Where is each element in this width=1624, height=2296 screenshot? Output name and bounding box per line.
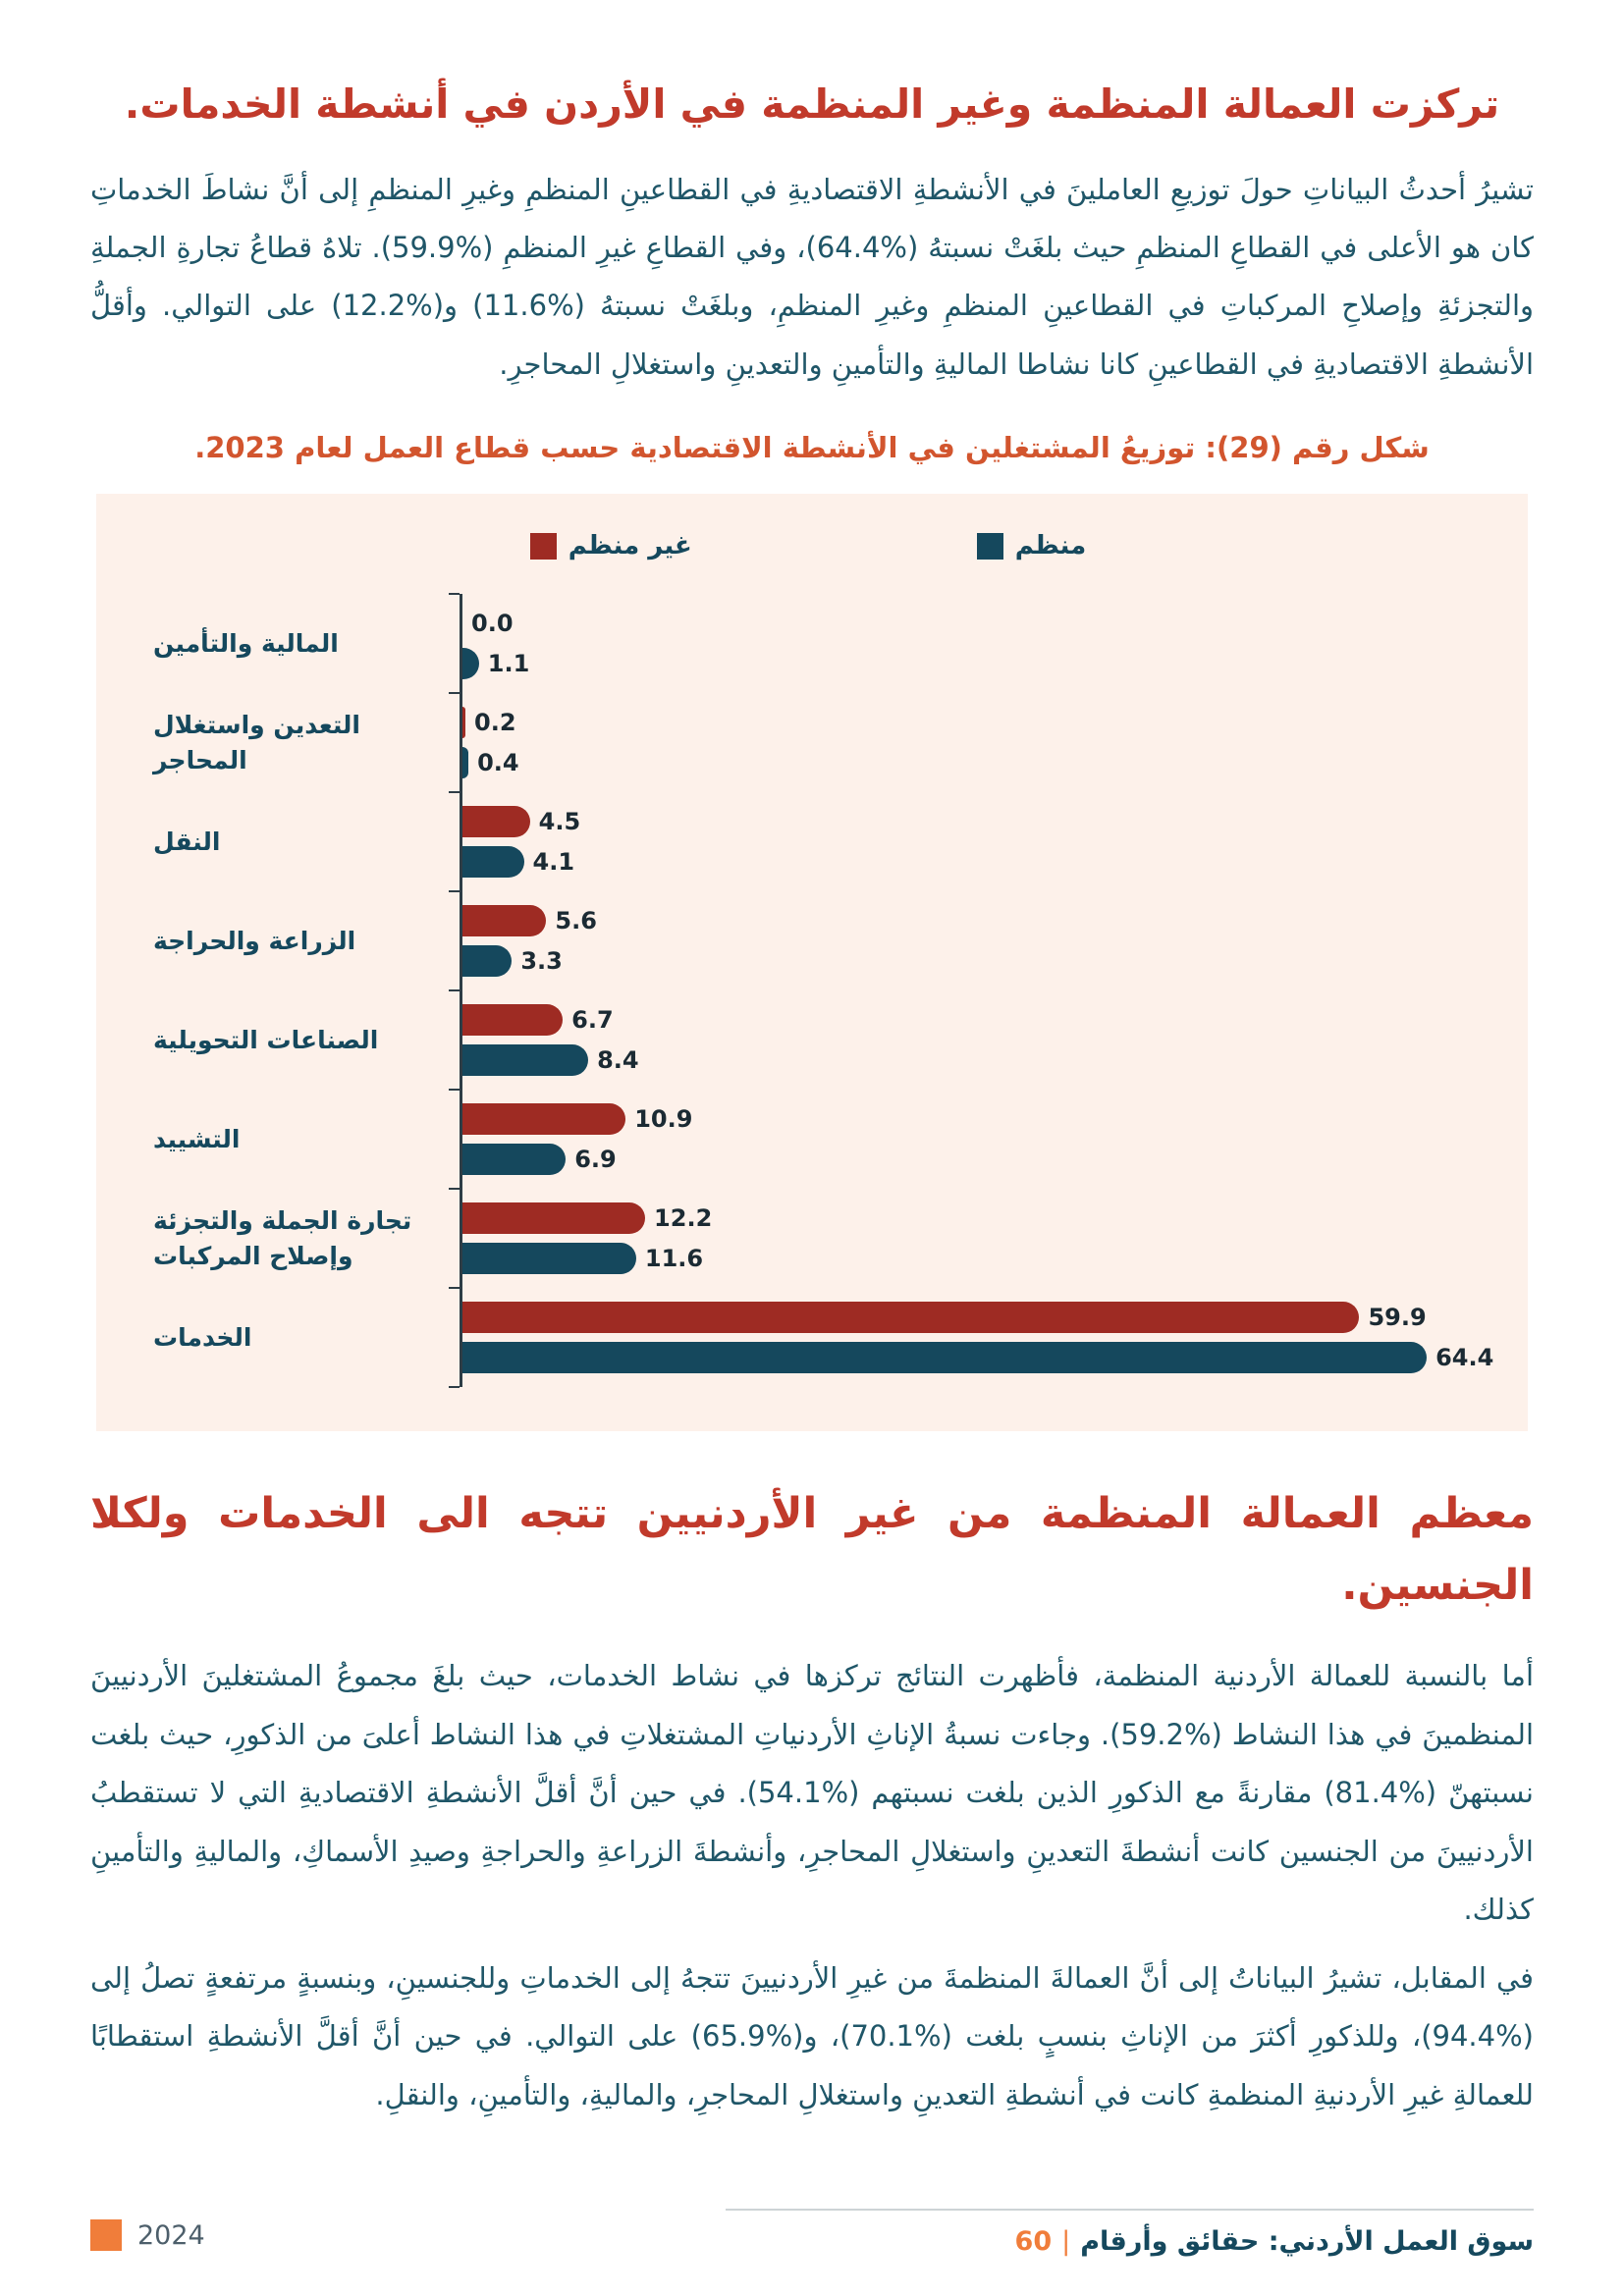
bar-chart <box>96 494 1528 1431</box>
bar-informal <box>462 1103 625 1135</box>
bar-value: 8.4 <box>597 1046 639 1075</box>
category-label: التشييد <box>153 1124 241 1153</box>
bar-value: 6.7 <box>571 1006 614 1035</box>
bar-value: 6.9 <box>574 1146 617 1174</box>
chart-category-group <box>135 1090 1481 1189</box>
bar-value: 11.6 <box>644 1245 704 1273</box>
page-title: تركزت العمالة المنظمة وغير المنظمة في الأردن في أنشطة الخدمات. <box>124 80 1500 128</box>
category-bars <box>460 594 1481 693</box>
bar-value: 5.6 <box>555 907 597 935</box>
section2-paragraph-1: أما بالنسبة للعمالة الأردنية المنظمة، فأظهرت النتائج تركزها في نشاط الخدمات، حيث بلغَ مجموعُ المشتغلينَ الأردنيينَ المنظمينَ في هذا النشاط (%59.2). وجاءت نسبةُ الإناثِ الأردنياتِ المشتغلاتِ في هذا النشاط أعلىَ من الذكورِ، حيث بلغت نسبتهنّ (%81.4) مقارنةً مع الذكورِ الذين بلغت نسبتهم (%54.1). في حين أنَّ أقلَّ الأنشطةِ الاقتصاديةِ التي لا تستقطبُ الأردنيينَ من الجنسين كانت أنشطةَ التعدينِ واستغلالِ المحاجرِ، وأنشطةَ الزراعةِ والحراجةِ وصيدِ الأسماكِ، والماليةِ والتأمينِ كذلك. <box>90 1659 1534 1927</box>
bar-value: 12.2 <box>654 1204 713 1233</box>
bar-row-formal <box>462 945 1481 977</box>
category-bars <box>460 1090 1481 1189</box>
chart-category-group <box>135 594 1481 693</box>
footer-report-title: سوق العمل الأردني: حقائق وأرقام <box>1080 2226 1534 2257</box>
bar-formal <box>462 648 479 679</box>
bar-formal <box>462 1144 566 1175</box>
section2-title: معظم العمالة المنظمة من غير الأردنيين تتجه الى الخدمات ولكلا الجنسين. <box>90 1489 1534 1611</box>
bar-formal <box>462 747 468 778</box>
category-label: الخدمات <box>153 1322 252 1352</box>
intro-paragraph: تشيرُ أحدثُ البياناتِ حولَ توزيعِ العاملينَ في الأنشطةِ الاقتصاديةِ في القطاعينِ المنظمِ وغيرِ المنظمِ إلى أنَّ نشاطَ الخدماتِ كان هو الأعلى في القطاعِ المنظمِ حيث بلغَتْ نسبتهُ (%64.4)، وفي القطاعِ غيرِ المنظمِ (%59.9). تلاهُ قطاعُ تجارةِ الجملةِ والتجزئةِ وإصلاحِ المركباتِ في القطاعينِ المنظمِ وغيرِ المنظمِ، وبلغَتْ نسبتهُ (%11.6) و(%12.2) على التوالي. وأقلُّ الأنشطةِ الاقتصاديةِ في القطاعينِ كانا نشاطا الماليةِ والتأمينِ والتعدينِ واستغلالِ المحاجرِ. <box>90 172 1535 381</box>
category-bars <box>460 1189 1481 1288</box>
bar-row-formal <box>462 747 1481 778</box>
category-bars <box>460 792 1481 891</box>
category-bars <box>460 990 1481 1090</box>
footer-separator: | <box>1061 2226 1071 2257</box>
bar-row-formal <box>462 1342 1494 1373</box>
chart-category-group <box>135 693 1481 792</box>
bar-row-formal <box>462 1144 1481 1175</box>
bar-value: 4.1 <box>532 848 575 877</box>
bar-value: 64.4 <box>1435 1344 1494 1372</box>
category-label: المالية والتأمين <box>153 628 339 658</box>
category-label: التعدين واستغلال المحاجر <box>153 710 360 774</box>
bar-formal <box>462 1243 636 1274</box>
bar-formal <box>462 846 524 878</box>
category-bars <box>460 1288 1494 1387</box>
category-bars <box>460 891 1481 990</box>
informal-swatch-icon <box>530 533 557 560</box>
chart-category-group <box>135 792 1481 891</box>
bar-value: 0.4 <box>477 749 519 777</box>
footer-year: 2024 <box>137 2219 205 2251</box>
bar-row-informal <box>462 707 1481 738</box>
bar-informal <box>462 905 546 936</box>
bar-informal <box>462 806 530 837</box>
bar-value: 1.1 <box>487 650 530 678</box>
page-footer <box>90 2179 1534 2257</box>
chart-legend <box>135 531 1481 561</box>
bar-informal <box>462 1004 563 1036</box>
legend-item-formal <box>977 531 1086 561</box>
year-square-icon <box>90 2219 122 2251</box>
bar-value: 3.3 <box>520 947 563 976</box>
bar-formal <box>462 1342 1427 1373</box>
bar-informal <box>462 1202 645 1234</box>
bar-row-informal <box>462 1103 1481 1135</box>
legend-item-informal <box>530 531 692 561</box>
bar-formal <box>462 945 512 977</box>
bar-value: 59.9 <box>1368 1304 1427 1332</box>
category-label: النقل <box>153 827 221 856</box>
legend-label-informal: غير منظم <box>568 531 692 561</box>
bar-formal <box>462 1044 588 1076</box>
category-label: تجارة الجملة والتجزئة وإصلاح المركبات <box>153 1205 412 1270</box>
formal-swatch-icon <box>977 533 1003 560</box>
bar-informal <box>462 707 465 738</box>
bar-row-informal <box>462 905 1481 936</box>
bar-value: 4.5 <box>538 808 581 836</box>
section2-paragraph-2: في المقابل، تشيرُ البياناتُ إلى أنَّ العمالةَ المنظمةَ من غيرِ الأردنيينَ تتجهُ إلى الخدماتِ وللجنسينِ، وبنسبةٍ مرتفعةٍ تصلُ إلى (%94.4)، وللذكورِ أكثرَ من الإناثِ بنسبٍ بلغت (%70.1)، و(%65.9) على التوالي. في حين أنَّ أقلَّ الأنشطةِ استقطابًا للعمالةِ غيرِ الأردنيةِ المنظمةِ كانت في أنشطةِ التعدينِ واستغلالِ المحاجرِ، والماليةِ، والتأمينِ، والنقلِ. <box>90 1960 1534 2111</box>
bar-row-informal <box>462 1302 1481 1333</box>
chart-category-group <box>135 891 1481 990</box>
bar-value: 10.9 <box>634 1105 693 1134</box>
bar-row-informal <box>462 806 1481 837</box>
bar-value: 0.2 <box>474 709 516 737</box>
bar-row-informal <box>462 1004 1481 1036</box>
chart-category-group <box>135 1288 1494 1387</box>
footer-page-number: 60 <box>1014 2226 1053 2257</box>
legend-label-formal: منظم <box>1014 531 1087 561</box>
bar-informal <box>462 1302 1359 1333</box>
chart-category-group <box>135 990 1481 1090</box>
bar-row-informal <box>462 608 1481 639</box>
bar-row-formal <box>462 1243 1481 1274</box>
category-label: الزراعة والحراجة <box>153 926 356 955</box>
footer-title-block <box>726 2209 1534 2257</box>
chart-plot <box>135 594 1494 1387</box>
bar-row-informal <box>462 1202 1481 1234</box>
bar-row-formal <box>462 648 1481 679</box>
footer-year-block <box>90 2219 205 2257</box>
bar-row-formal <box>462 846 1481 878</box>
chart-category-group <box>135 1189 1481 1288</box>
figure-caption: شكل رقم (29): توزيعُ المشتغلين في الأنشطة الاقتصادية حسب قطاع العمل لعام 2023. <box>194 431 1430 465</box>
category-bars <box>460 693 1481 792</box>
category-label: الصناعات التحويلية <box>153 1025 379 1054</box>
bar-row-formal <box>462 1044 1481 1076</box>
bar-value: 0.0 <box>471 610 514 638</box>
